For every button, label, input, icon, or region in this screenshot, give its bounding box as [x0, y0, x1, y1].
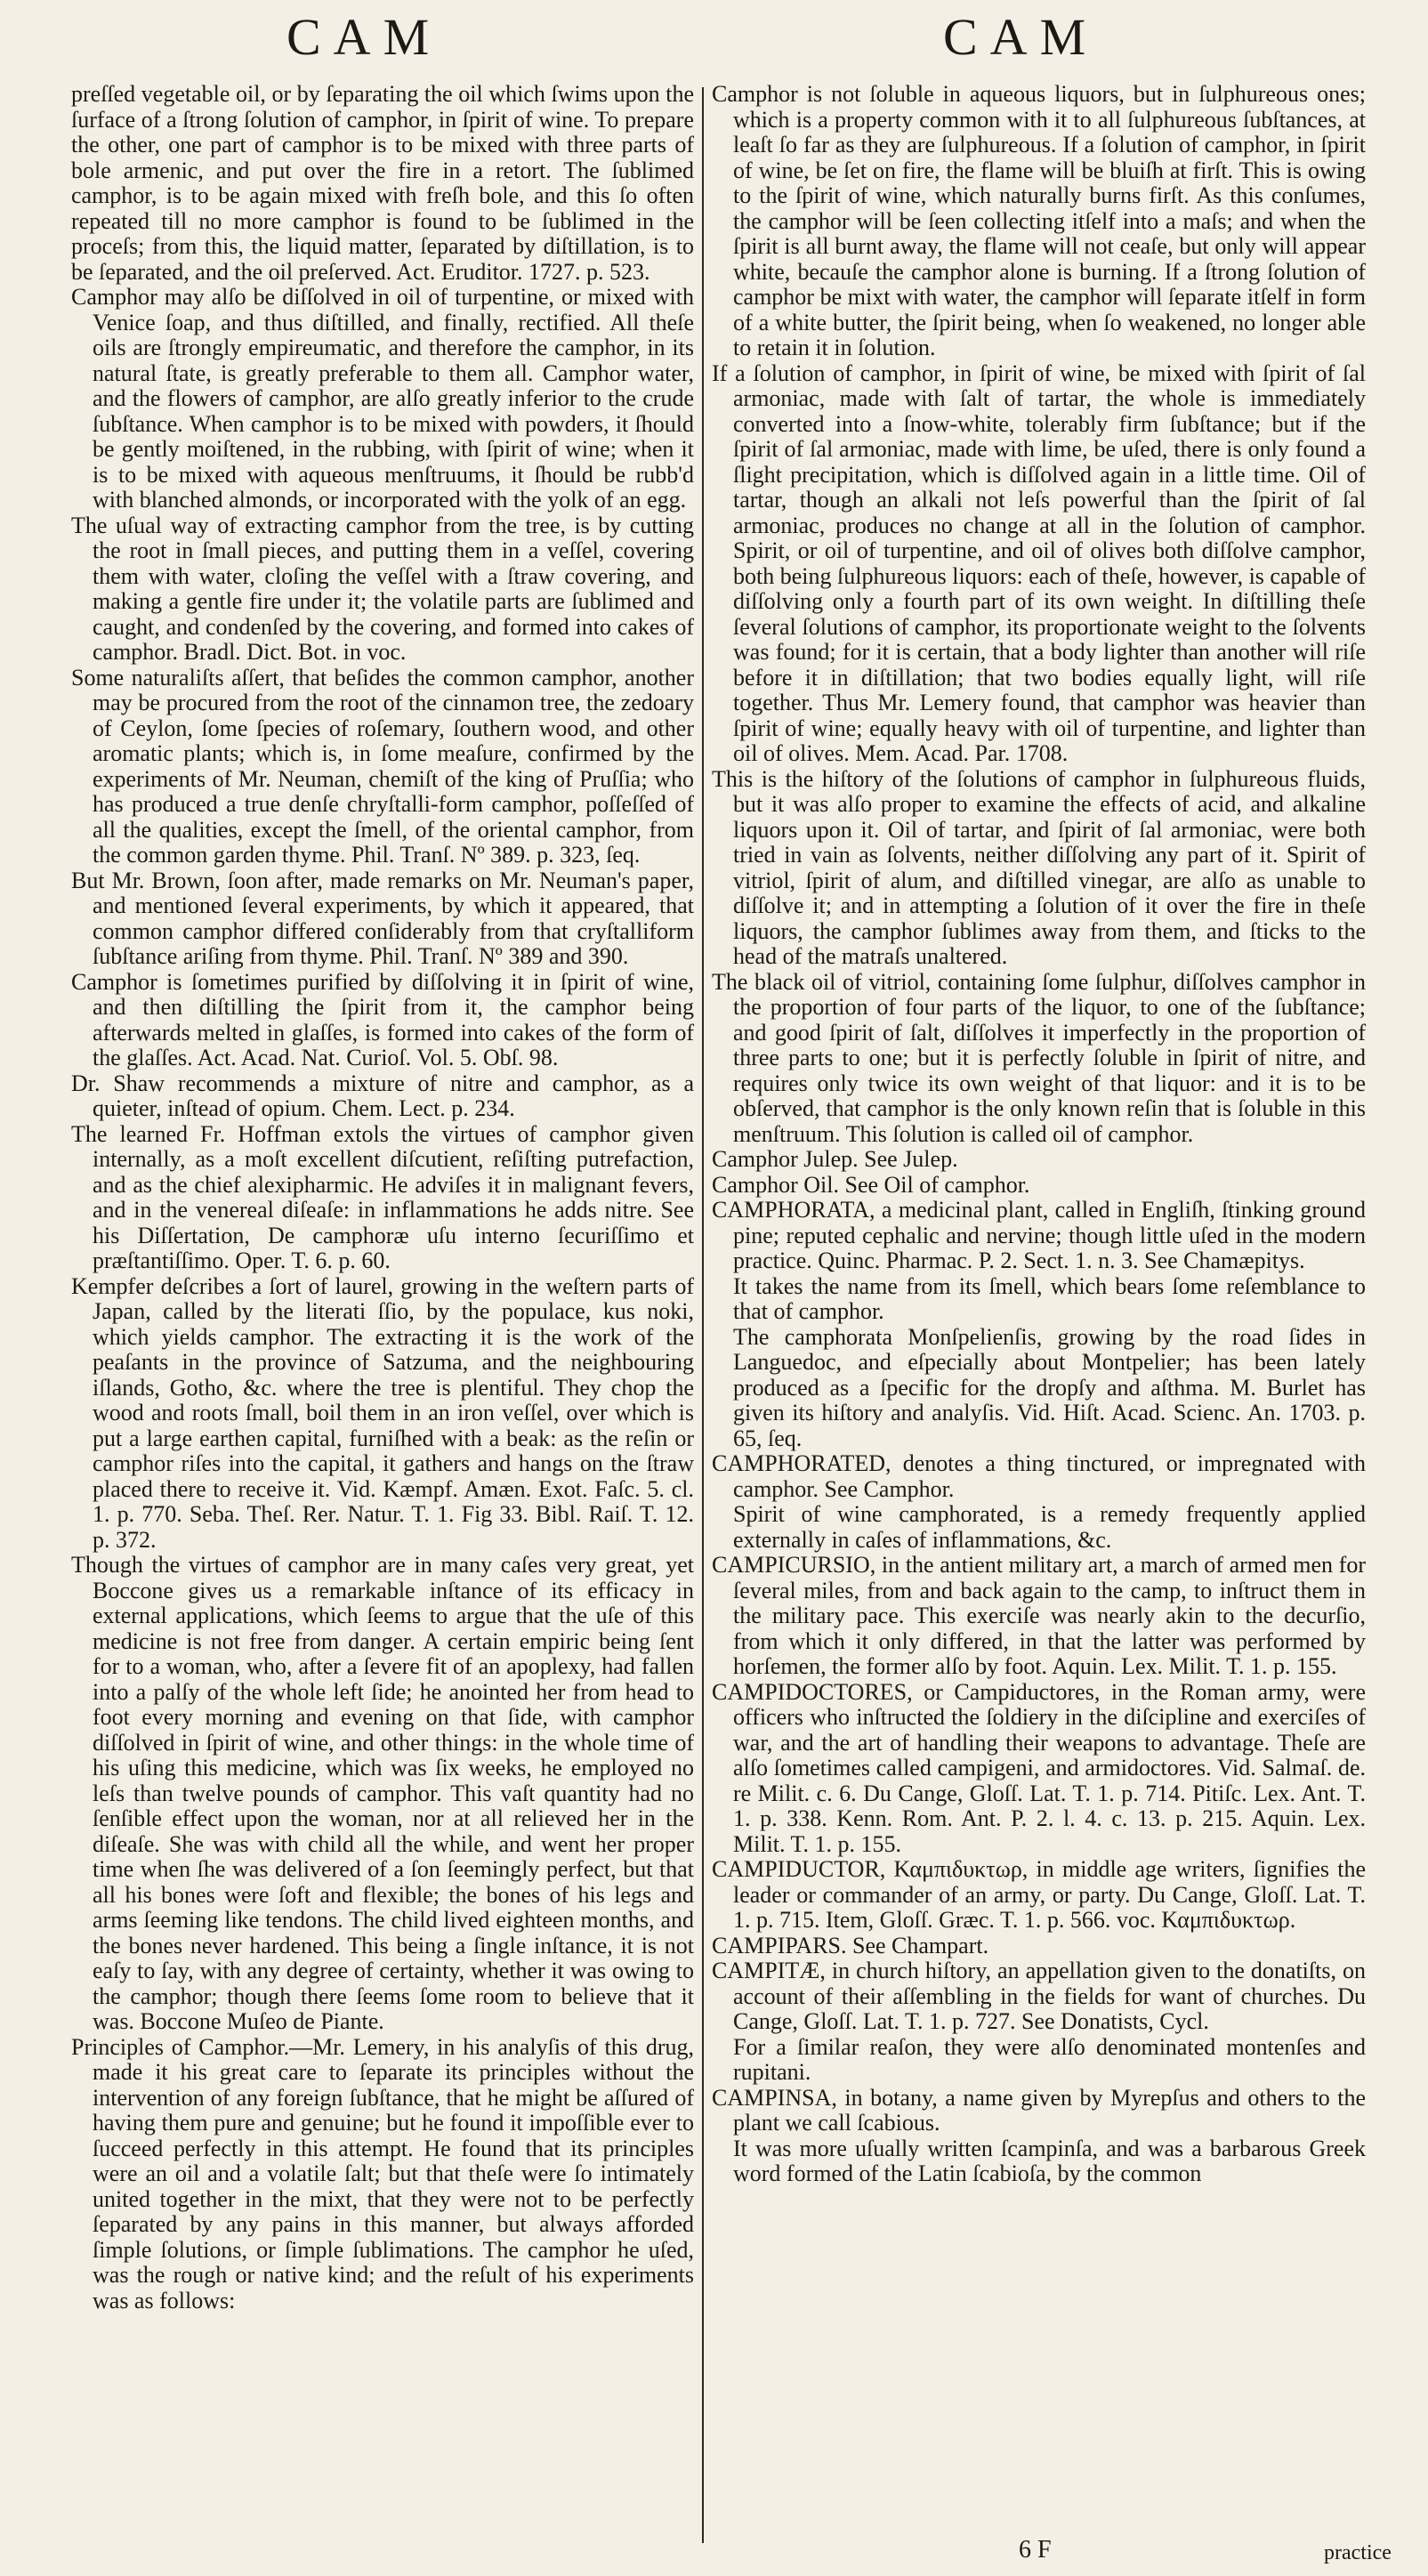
- paragraph: Spirit of wine camphorated, is a remedy frequently applied externally in caſes of inflammations, &c.: [733, 1501, 1366, 1553]
- paragraph: Kempfer deſcribes a ſort of laurel, growing in the weſtern parts of Japan, called by the literati ſſio, by the populace, kus noki, which yields camphor. The extracting it is the work of the peaſants in the province of Satzuma, and the neighbouring iſlands, Gotho, &c. where the tree is plentiful. They chop the wood and roots ſmall, boil them in an iron veſſel, over which is put a large earthen capital, furniſhed with a beak: as the reſin or camphor riſes into the capital, it gathers and hangs on the ſtraw placed there to receive it. Vid. Kæmpf. Amæn. Exot. Faſc. 5. cl. 1. p. 770. Seba. Theſ. Rer. Natur. T. 1. Fig 33. Bibl. Raiſ. T. 12. p. 372.: [71, 1272, 694, 1553]
- entry: CAMPICURSIO, in the antient military art, a march of armed men for ſeveral miles, from and back again to the camp, to inſtruct them in the military pace. This exerciſe was nearly akin to the decurſio, from which it only differed, in that the latter was performed by horſemen, the former alſo by foot. Aquin. Lex. Milit. T. 1. p. 155.: [712, 1552, 1366, 1679]
- running-head-left: CAM: [286, 8, 442, 66]
- entry: CAMPIDOCTORES, or Campiductores, in the Roman army, were officers who inſtructed the ſoldiery in the diſcipline and exerciſes of war, and the art of handling their weapons to advantage. Theſe are alſo ſometimes called campigeni, and armidoctores. Vid. Salmaſ. de. re Milit. c. 6. Du Cange, Gloſſ. Lat. T. 1. p. 714. Pitiſc. Lex. Ant. T. 1. p. 338. Kenn. Rom. Ant. P. 2. l. 4. c. 13. p. 215. Aquin. Lex. Milit. T. 1. p. 155.: [712, 1678, 1366, 1857]
- paragraph: Camphor is ſometimes purified by diſſolving it in ſpirit of wine, and then diſtilling the ſpirit from it, the camphor being afterwards melted in glaſſes, is formed into cakes of the form of the glaſſes. Act. Acad. Nat. Curioſ. Vol. 5. Obſ. 98.: [71, 968, 694, 1070]
- entry: CAMPINSA, in botany, a name given by Myrepſus and others to the plant we call ſcabious.: [712, 2084, 1366, 2136]
- entry: CAMPHORATED, denotes a thing tinctured, or impregnated with camphor. See Camphor.: [712, 1450, 1366, 1502]
- paragraph: The black oil of vitriol, containing ſome ſulphur, diſſolves camphor in the proportion of four parts of the liquor, to one of the ſubſtance; and good ſpirit of ſalt, diſſolves it imperfectly in the proportion of three parts to one; but it is perfectly ſoluble in ſpirit of nitre, and requires only twice its own weight of that liquor: and it is to be obſerved, that camphor is the only known reſin that is ſoluble in this menſtruum. This ſolution is called oil of camphor.: [712, 968, 1366, 1147]
- paragraph: It takes the name from its ſmell, which bears ſome reſemblance to that of camphor.: [733, 1272, 1366, 1324]
- entry: CAMPITÆ, in church hiſtory, an appellation given to the donatiſts, on account of their aſſembling in the fields for want of churches. Du Cange, Gloſſ. Lat. T. 1. p. 727. See Donatists, Cycl.: [712, 1958, 1366, 2034]
- running-head-right: CAM: [943, 8, 1099, 66]
- paragraph: Some naturaliſts aſſert, that beſides the common camphor, another may be procured from the root of the cinnamon tree, the zedoary of Ceylon, ſome ſpecies of roſemary, ſouthern wood, and other aromatic plants; which is, in ſome meaſure, confirmed by the experiments of Mr. Neuman, chemiſt of the king of Pruſſia; who has produced a true denſe chryſtalli-form camphor, poſſeſſed of all the qualities, except the ſmell, of the oriental camphor, from the common garden thyme. Phil. Tranſ. Nº 389. p. 323, ſeq.: [71, 664, 694, 868]
- paragraph: But Mr. Brown, ſoon after, made remarks on Mr. Neuman's paper, and mentioned ſeveral experiments, by which it appeared, that common camphor differed conſiderably from that cryſtalliform ſubſtance ariſing from thyme. Phil. Tranſ. Nº 389 and 390.: [71, 867, 694, 969]
- entry: Camphor Oil. See Oil of camphor.: [712, 1171, 1030, 1198]
- paragraph: Camphor may alſo be diſſolved in oil of turpentine, or mixed with Venice ſoap, and thus diſtilled, and finally, rectified. All theſe oils are ſtrongly empireumatic, and therefore the camphor, in its natural ſtate, is greatly preferable to them all. Camphor water, and the flowers of camphor, are alſo greatly inferior to the crude ſubſtance. When camphor is to be mixed with powders, it ſhould be gently moiſtened, in the rubbing, with ſpirit of wine; when it is to be mixed with aqueous menſtruums, it ſhould be rubb'd with blanched almonds, or incorporated with the yolk of an egg.: [71, 284, 694, 513]
- paragraph: The learned Fr. Hoffman extols the virtues of camphor given internally, as a moſt excellent diſcutient, reſiſting putrefaction, and as the chief alexipharmic. He adviſes it in malignant fevers, and in the venereal diſeaſe: in inflammations he adds nitre. See his Diſſertation, De camphoræ uſu interno ſecuriſſimo et præſtantiſſimo. Oper. T. 6. p. 60.: [71, 1120, 694, 1273]
- entry: CAMPIDUCTOR, Καμπιδυκτωρ, in middle age writers, ſignifies the leader or commander of an army, or party. Du Cange, Gloſſ. Lat. T. 1. p. 715. Item, Gloſſ. Græc. T. 1. p. 566. voc. Καμπιδυκτωρ.: [712, 1856, 1366, 1933]
- column-divider: [702, 87, 704, 2543]
- paragraph: It was more uſually written ſcampinſa, and was a barbarous Greek word formed of the Latin ſcabioſa, by the common: [733, 2135, 1366, 2186]
- paragraph: If a ſolution of camphor, in ſpirit of wine, be mixed with ſpirit of ſal armoniac, made with ſalt of tartar, the whole is immediately converted into a ſnow-white, tolerably firm ſubſtance; but if the ſpirit of ſal armoniac, made with lime, be uſed, there is only found a ſlight precipitation, which is diſſolved again in a little time. Oil of tartar, though an alkali not leſs powerful than the ſpirit of ſal armoniac, produces no change at all in the ſolution of camphor. Spirit, or oil of turpentine, and oil of olives both diſſolve camphor, both being ſulphureous liquors: each of theſe, however, is capable of diſſolving only a fourth part of its own weight. In diſtilling theſe ſeveral ſolutions of camphor, its proportionate weight to the ſolvents was found; for it is certain, that a body lighter than another will riſe before it in diſtillation; that two bodies equally light, will riſe together. Thus Mr. Lemery found, that camphor was heavier than ſpirit of wine; equally heavy with oil of turpentine, and lighter than oil of olives. Mem. Acad. Par. 1708.: [712, 359, 1366, 766]
- signature-mark: 6 F: [1019, 2536, 1052, 2564]
- paragraph: The uſual way of extracting camphor from the tree, is by cutting the root in ſmall pieces, and putting them in a veſſel, covering them with water, cloſing the veſſel with a ſtraw covering, and making a gentle fire under it; the volatile parts are ſublimed and caught, and condenſed by the covering, and formed into cakes of camphor. Bradl. Dict. Bot. in voc.: [71, 512, 694, 665]
- right-column: [712, 82, 1366, 2187]
- paragraph: This is the hiſtory of the ſolutions of camphor in ſulphureous fluids, but it was alſo proper to examine the effects of acid, and alkaline liquors upon it. Oil of tartar, and ſpirit of ſal armoniac, were both tried in vain as ſolvents, neither diſſolving any part of it. Spirit of vitriol, ſpirit of alum, and diſtilled vinegar, are alſo as unable to diſſolve it; and in attempting a ſolution of it over the fire in theſe liquors, the camphor ſublimes away from them, and ſticks to the head of the matraſs unaltered.: [712, 765, 1366, 969]
- entry: Camphor Julep. See Julep.: [712, 1146, 958, 1172]
- paragraph: The camphorata Monſpelienſis, growing by the road ſides in Languedoc, and eſpecially about Montpelier; has been lately produced as a ſpecific for the dropſy and aſthma. M. Burlet has given its hiſtory and analyſis. Vid. Hiſt. Acad. Scienc. An. 1703. p. 65, ſeq.: [733, 1323, 1366, 1451]
- paragraph: Camphor is not ſoluble in aqueous liquors, but in ſulphureous ones; which is a property common with it to all ſulphureous ſubſtances, at leaſt ſo far as they are ſulphureous. If a ſolution of camphor, in ſpirit of wine, be ſet on fire, the flame will be bluiſh at firſt. This is owing to the ſpirit of wine, which naturally burns firſt. As this conſumes, the camphor will be ſeen collecting itſelf into a maſs; and when the ſpirit is all burnt away, the flame will not ceaſe, but only will appear white, becauſe the camphor alone is burning. If a ſtrong ſolution of camphor be mixt with water, the camphor will ſeparate itſelf in form of a white butter, the ſpirit being, when ſo weakened, no longer able to retain it in ſolution.: [712, 81, 1366, 360]
- paragraph: For a ſimilar reaſon, they were alſo denominated montenſes and rupitani.: [733, 2033, 1366, 2085]
- paragraph: Dr. Shaw recommends a mixture of nitre and camphor, as a quieter, inſtead of opium. Chem. Lect. p. 234.: [71, 1070, 694, 1121]
- catchword: practice: [1324, 2541, 1392, 2564]
- paragraph: Principles of Camphor.—Mr. Lemery, in his analyſis of this drug, made it his great care to ſeparate its principles without the intervention of any foreign ſubſtance, that he might be aſſured of having them pure and genuine; but he found it impoſſible ever to ſucceed perfectly in this attempt. He found that its principles were an oil and a volatile ſalt; but that theſe were ſo intimately united together in the mixt, that they were not to be perfectly ſeparated by any pains in this manner, but always afforded ſimple ſolutions, or ſimple ſublimations. The camphor he uſed, was the rough or native kind; and the reſult of his experiments was as follows:: [71, 2033, 694, 2314]
- left-column: [71, 82, 694, 2314]
- entry: CAMPIPARS. See Champart.: [712, 1932, 989, 1958]
- entry: CAMPHORATA, a medicinal plant, called in Engliſh, ſtinking ground pine; reputed cephalic and nervine; though little uſed in the modern practice. Quinc. Pharmac. P. 2. Sect. 1. n. 3. See Chamæpitys.: [712, 1197, 1366, 1273]
- paragraph: preſſed vegetable oil, or by ſeparating the oil which ſwims upon the ſurface of a ſtrong ſolution of camphor, in ſpirit of wine. To prepare the other, one part of camphor is to be mixed with three parts of bole armenic, and put over the fire in a retort. The ſublimed camphor, is to be again mixed with freſh bole, and this ſo often repeated till no more camphor is found to be ſublimed in the proceſs; from this, the liquid matter, ſeparated by diſtillation, is to be ſeparated, and the oil preſerved. Act. Eruditor. 1727. p. 523.: [71, 81, 694, 285]
- paragraph: Though the virtues of camphor are in many caſes very great, yet Boccone gives us a remarkable inſtance of its efficacy in external applications, which ſeems to argue that the uſe of this medicine is not free from danger. A certain empiric being ſent for to a woman, who, after a ſevere fit of an apoplexy, had fallen into a palſy of the whole left ſide; he anointed her from head to foot every morning and evening on that ſide, with camphor diſſolved in ſpirit of wine, and other things: in the whole time of his uſing this medicine, which was ſix weeks, he employed no leſs than twelve pounds of camphor. This vaſt quantity had no ſenſible effect upon the woman, nor at all relieved her in the diſeaſe. She was with child all the while, and went her proper time when ſhe was delivered of a ſon ſeemingly perfect, but that all his bones were ſoft and flexible; the bones of his legs and arms ſeeming like tendons. The child lived eighteen months, and the bones never hardened. This being a ſingle inſtance, it is not eaſy to ſay, with any degree of certainty, whether it was owing to the camphor; though there ſeems ſome room to believe that it was. Boccone Muſeo de Piante.: [71, 1552, 694, 2034]
